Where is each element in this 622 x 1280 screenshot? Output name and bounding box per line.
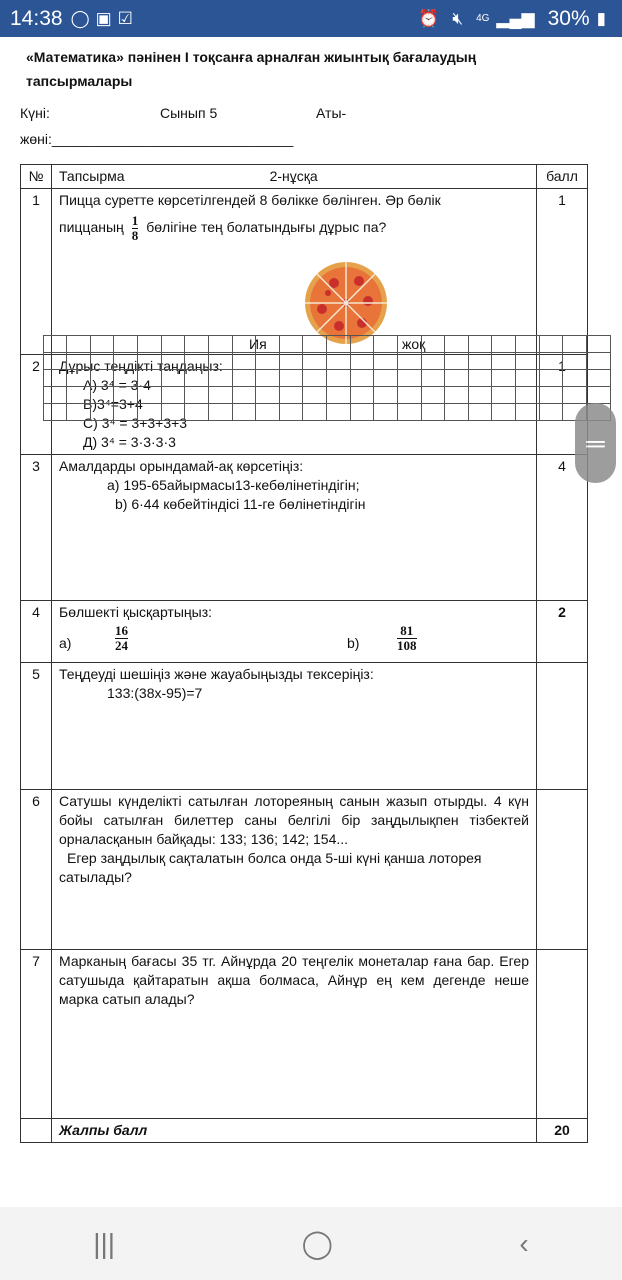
grid-cell [279,352,303,369]
option-a: А) 3⁴ = 3·4 [83,377,151,393]
alarm-icon: ⏰ [418,8,440,28]
grid-cell [563,352,587,369]
grid-cell [397,335,421,352]
grid-cell [374,403,398,420]
task-text: Бөлшекті қысқартыңыз: [59,604,213,620]
grid-cell [421,403,445,420]
grid-cell [468,386,492,403]
battery-icon: ▮ [596,8,606,28]
task-cell [52,601,537,663]
grid-cell [43,403,67,420]
signal-icon: ▂▄▆ [496,8,535,28]
grid-cell [303,352,327,369]
task-text: Теңдеуді шешіңіз және жауабыңызды тексеріңіз: [59,666,374,682]
status-bar [0,0,622,37]
grid-cell [43,369,67,386]
grid-cell [539,369,563,386]
part-a-label: а) [59,635,72,651]
grid-cell [539,335,563,352]
table-row [21,663,588,790]
document-title: «Математика» пәнінен І тоқсанға арналған жиынтық бағалаудың тапсырмалары [26,49,477,89]
grid-cell [350,369,374,386]
scroll-handle[interactable]: ═ [575,403,616,483]
grid-cell [468,369,492,386]
grid-cell [161,335,185,352]
grid-cell [303,369,327,386]
grid-cell [161,386,185,403]
answer-no: жоқ [402,336,426,352]
grid-cell [256,403,280,420]
task-score: 1 [537,189,588,355]
grid-cell [516,369,540,386]
grid-cell [185,386,209,403]
task-question: Егер заңдылық сақталатын болса онда 5-ші күні қанша лоторея сатылады? [59,850,482,885]
battery-level: 30% [547,6,590,30]
grid-cell [232,352,256,369]
table-row [21,601,588,663]
grid-cell [327,352,351,369]
task-cell [52,455,537,601]
grid-cell [374,369,398,386]
back-icon[interactable]: ‹ [519,1227,529,1259]
grid-cell [256,335,280,352]
task-cell [52,189,537,355]
sub-item-b: b) 6·44 көбейтіндісі 11-ге бөлінетіндігін [115,496,366,512]
fraction-b: $\frac{81}{108}$ [397,623,417,653]
grid-cell [516,335,540,352]
grid-cell [256,369,280,386]
task-text: Дұрыс теңдікті таңдаңыз: [59,358,223,374]
task-header: Тапсырма [59,168,125,184]
grid-cell [421,352,445,369]
grid-cell [138,369,162,386]
grid-cell [43,335,67,352]
empty-cell [21,1119,52,1143]
class-label: Сынып 5 [160,105,218,121]
grid-cell [397,352,421,369]
total-label: Жалпы балл [52,1119,537,1143]
grid-cell [232,369,256,386]
grid-cell [185,369,209,386]
mute-icon: 🔇︎ [452,8,464,28]
grid-cell [586,352,610,369]
grid-cell [445,369,469,386]
grid-cell [67,335,91,352]
grid-cell [421,335,445,352]
grid-cell [516,403,540,420]
grid-cell [114,335,138,352]
grid-cell [492,369,516,386]
date-label: Күні: [20,105,50,121]
grid-cell [445,352,469,369]
part-b-label: b) [347,635,360,651]
grid-cell [161,403,185,420]
clock: 14:38 [10,6,63,30]
task-score [537,663,588,790]
grid-cell [256,352,280,369]
task-text: Марканың бағасы 35 тг. Айнұрда 20 теңгелік монеталар ғана бар. Егер сатушыда қайтаратын ақша болмаса, Айнұр ең кем дегенде неше марка сатып алады? [59,953,529,1007]
name-label: Аты- [316,105,347,121]
grid-cell [397,369,421,386]
task-text: Амалдарды орындамай-ақ көрсетіңіз: [59,458,304,474]
network-type: 4G [476,13,490,24]
grid-cell [90,403,114,420]
gallery-icon: ▣ [95,8,112,28]
grid-cell [67,352,91,369]
grid-cell [374,352,398,369]
grid-cell [161,352,185,369]
grid-cell [327,369,351,386]
grid-cell [43,386,67,403]
grid-cell [114,369,138,386]
whatsapp-icon: ◯ [70,8,90,28]
task-cell [52,663,537,790]
recent-apps-icon[interactable]: ||| [93,1227,116,1259]
grid-cell [90,335,114,352]
table-header [21,165,588,189]
grid-cell [279,369,303,386]
grid-cell [185,403,209,420]
task-num: 3 [21,455,52,601]
grid-cell [539,403,563,420]
grid-cell [539,386,563,403]
table-row [21,455,588,601]
fraction: $\frac{1}{8}$ [131,213,139,243]
grid-cell [586,369,610,386]
grid-cell [445,386,469,403]
task-text: Пицца суретте көрсетілгендей 8 бөлікке бөлінген. Әр бөлік [59,192,441,208]
pizza-image [304,261,388,345]
grid-cell [303,386,327,403]
task-num: 5 [21,663,52,790]
fraction-a: $\frac{16}{24}$ [115,623,128,653]
grid-cell [563,386,587,403]
grid-cell [161,369,185,386]
task-score: 4 [537,455,588,601]
grid-cell [208,386,232,403]
task-score [537,790,588,950]
table-row [21,950,588,1119]
grid-cell [114,403,138,420]
grid-cell [67,369,91,386]
grid-cell [90,352,114,369]
grid-cell [232,386,256,403]
option-c: С) 3⁴ = 3+3+3+3 [83,415,188,431]
equation: 133:(38х-95)=7 [107,685,203,701]
grid-cell [138,335,162,352]
grid-cell [303,335,327,352]
grid-cell [539,352,563,369]
check-icon: ☑ [117,8,133,28]
grid-cell [114,386,138,403]
grid-cell [327,403,351,420]
grid-cell [563,335,587,352]
grid-cell [279,403,303,420]
grid-cell [114,352,138,369]
answer-yes: Ия [249,336,267,352]
grid-cell [492,386,516,403]
grid-cell [256,386,280,403]
grid-cell [445,335,469,352]
grid-cell [208,335,232,352]
home-icon[interactable]: ◯ [301,1228,333,1259]
task-table [20,164,588,1143]
grid-cell [279,335,303,352]
option-d: Д) 3⁴ = 3·3·3·3 [83,434,176,450]
col-num: № [21,165,52,189]
task-score [537,950,588,1119]
task-text: бөлігіне тең болатындығы дұрыс па? [146,219,387,236]
grid-cell [421,369,445,386]
grid-cell [185,335,209,352]
grid-cell [327,335,351,352]
grid-cell [208,369,232,386]
grid-cell [138,403,162,420]
grid-cell [516,352,540,369]
option-b: В)3⁴=3+4 [83,396,143,412]
grid-cell [468,403,492,420]
col-score: балл [537,165,588,189]
grid-cell [445,403,469,420]
sub-item-a: а) 195-65айырмасы13-кебөлінетіндігін; [107,477,360,493]
grid-cell [232,335,256,352]
grid-cell [421,386,445,403]
grid-cell [468,335,492,352]
grid-cell [138,352,162,369]
grid-cell [303,403,327,420]
grid-cell [208,403,232,420]
grid-cell [374,386,398,403]
navigation-bar [0,1207,622,1280]
grid-cell [185,352,209,369]
grid-cell [350,386,374,403]
task-num: 7 [21,950,52,1119]
grid-cell [90,386,114,403]
grid-cell [563,369,587,386]
task-text: Сатушы күнделікті сатылған лотореяның санын жазып отырды. 4 күн бойы сатылған билеттер саны белгілі бір заңдылықпен тізбектей орналасқанын байқады: 133; 136; 142; 154... [59,793,529,847]
variant-header: 2-нұсқа [269,168,318,184]
grid-cell [90,369,114,386]
task-num: 1 [21,189,52,355]
task-score: 1 [537,355,588,455]
grid-cell [67,403,91,420]
grid-cell [397,386,421,403]
answer-grid [43,335,611,421]
col-task [52,165,537,189]
task-num: 6 [21,790,52,950]
grid-cell [586,335,610,352]
grid-cell [468,352,492,369]
grid-cell [43,352,67,369]
total-score: 20 [537,1119,588,1143]
task-score: 2 [537,601,588,663]
grid-cell [586,386,610,403]
grid-cell [492,335,516,352]
grid-cell [327,386,351,403]
total-row [21,1119,588,1143]
task-cell [52,790,537,950]
grid-cell [279,386,303,403]
grid-cell [492,352,516,369]
task-num: 2 [21,355,52,455]
task-num: 4 [21,601,52,663]
grid-cell [350,352,374,369]
grid-cell [492,403,516,420]
grid-cell [374,335,398,352]
task-text: пиццаның [59,219,124,236]
grid-cell [350,335,374,352]
table-row [21,189,588,355]
task-cell [52,950,537,1119]
grid-cell [208,352,232,369]
grid-cell [350,403,374,420]
grid-cell [516,386,540,403]
grid-cell [397,403,421,420]
table-row [21,790,588,950]
name-line: жөні:_______________________________ [20,131,294,147]
grid-cell [67,386,91,403]
grid-cell [232,403,256,420]
grid-cell [138,386,162,403]
